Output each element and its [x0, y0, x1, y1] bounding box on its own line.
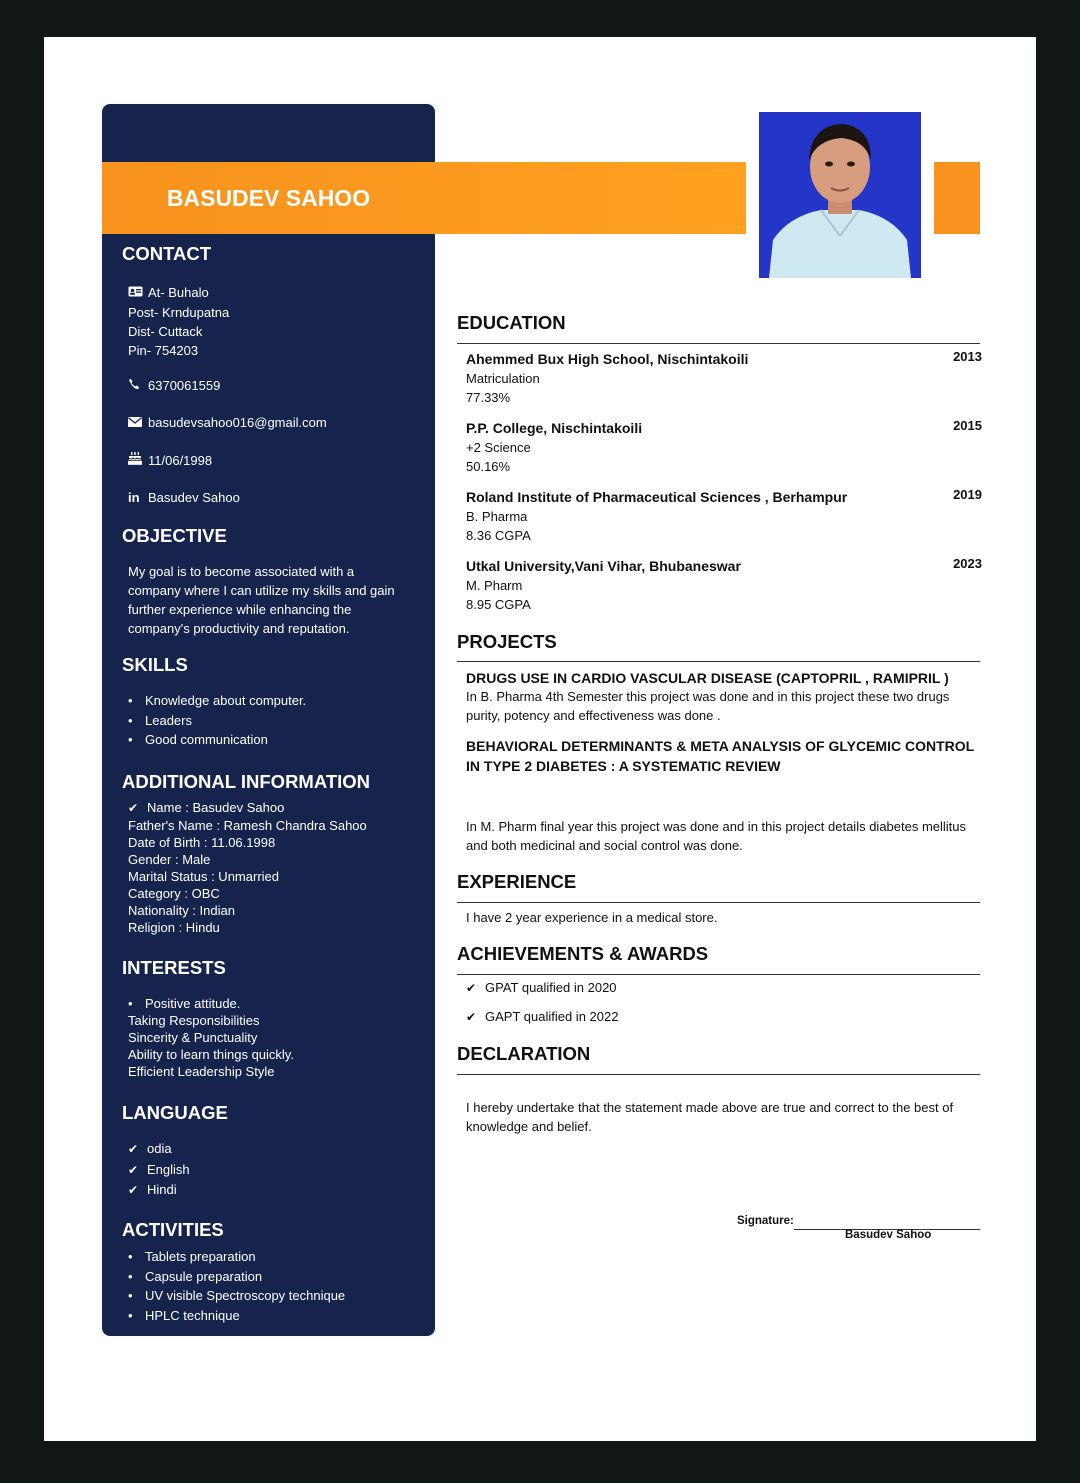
score: 8.36 CGPA: [466, 528, 531, 543]
signature-name: Basudev Sahoo: [845, 1229, 932, 1241]
objective-line: company's productivity and reputation.: [128, 621, 350, 636]
project-description: In M. Pharm final year this project was done and in this project details diabetes mellitus and both medicinal and social control was done.: [466, 819, 967, 853]
additional-info-heading: ADDITIONAL INFORMATION: [122, 771, 371, 792]
phone-number: 6370061559: [148, 378, 221, 393]
objective-heading: OBJECTIVE: [122, 525, 227, 546]
course: Matriculation: [466, 371, 540, 386]
address-line-4: Pin- 754203: [128, 343, 199, 358]
banner-accent: [934, 162, 980, 234]
linkedin-name[interactable]: Basudev Sahoo: [148, 490, 240, 505]
info-category: Category : OBC: [128, 886, 220, 901]
interests-heading: INTERESTS: [122, 957, 226, 978]
activity-item: • HPLC technique: [128, 1306, 345, 1326]
project-title: DRUGS USE IN CARDIO VASCULAR DISEASE (CAPTOPRIL , RAMIPRIL ): [466, 670, 949, 686]
interest-item: Taking Responsibilities: [128, 1013, 260, 1028]
project-title: BEHAVIORAL DETERMINANTS & META ANALYSIS OF GLYCEMIC CONTROL IN TYPE 2 DIABETES : A SYSTEMATIC REVIEW: [466, 738, 974, 774]
envelope-icon: [128, 414, 144, 433]
contact-email: [128, 413, 327, 433]
education-entry: [466, 487, 982, 545]
year: 2013: [953, 349, 982, 364]
course: M. Pharm: [466, 578, 523, 593]
objective-line: company where I can utilize my skills and gain: [128, 583, 395, 598]
education-entry: [466, 418, 982, 476]
profile-photo: [759, 112, 921, 278]
contact-dob: [128, 451, 212, 471]
skill-item: • Leaders: [128, 711, 306, 731]
language-label: odia: [147, 1141, 172, 1156]
course: +2 Science: [466, 440, 531, 455]
linkedin-icon: in: [128, 490, 140, 505]
check-icon: ✔: [128, 1162, 139, 1177]
language-item: [128, 1180, 190, 1201]
projects-heading: PROJECTS: [457, 631, 557, 652]
year: 2023: [953, 556, 982, 571]
info-religion: Religion : Hindu: [128, 920, 220, 935]
achievement-item: [466, 1009, 618, 1038]
project-description: In B. Pharma 4th Semester this project was done and in this project these two drugs purity, potency and effectiveness was done .: [466, 689, 950, 723]
check-icon: ✔: [128, 1142, 139, 1156]
education-entry: [466, 556, 982, 614]
signature-label: Signature:: [737, 1215, 794, 1227]
email-address[interactable]: basudevsahoo016@gmail.com: [148, 415, 327, 430]
education-divider: [457, 343, 980, 344]
language-item: [128, 1139, 190, 1160]
achievements-heading: ACHIEVEMENTS & AWARDS: [457, 943, 709, 964]
check-icon: ✔: [128, 1183, 139, 1197]
language-item: [128, 1160, 190, 1181]
info-gender: Gender : Male: [128, 852, 211, 867]
interests-list: • Positive attitude. Taking Responsibilities Sincerity & Punctuality Ability to learn things quickly. Efficient Leadership Style: [128, 996, 294, 1079]
interest-item: Positive attitude.: [145, 996, 241, 1011]
phone-icon: [128, 377, 144, 396]
check-icon: ✔: [466, 1010, 477, 1024]
info-nationality: Nationality : Indian: [128, 903, 235, 918]
institution: Ahemmed Bux High School, Nischintakoili: [466, 351, 749, 367]
achievement-label: GAPT qualified in 2022: [485, 1009, 619, 1024]
declaration-text: I hereby undertake that the statement made above are true and correct to the best of knowledge and belief.: [466, 1100, 954, 1134]
check-icon: ✔: [466, 981, 477, 995]
score: 50.16%: [466, 459, 511, 474]
activity-item: • Tablets preparation: [128, 1247, 345, 1267]
language-label: English: [147, 1161, 190, 1177]
info-name: Name : Basudev Sahoo: [147, 800, 285, 815]
skill-item: • Good communication: [128, 730, 306, 750]
interest-item: Ability to learn things quickly.: [128, 1047, 294, 1062]
contact-linkedin: [128, 488, 240, 507]
address-line-3: Dist- Cuttack: [128, 324, 203, 339]
objective-line: My goal is to become associated with a: [128, 564, 355, 579]
course: B. Pharma: [466, 509, 528, 524]
contact-address: [128, 283, 229, 360]
experience-heading: EXPERIENCE: [457, 871, 577, 892]
interest-item: Efficient Leadership Style: [128, 1064, 275, 1079]
projects-divider: [457, 661, 980, 662]
skills-list: [128, 691, 306, 750]
experience-text: I have 2 year experience in a medical store.: [466, 910, 718, 925]
education-entry: [466, 349, 982, 407]
activity-item: • Capsule preparation: [128, 1267, 345, 1287]
achievement-item: [466, 980, 618, 1009]
declaration-divider: [457, 1074, 980, 1075]
achievement-label: GPAT qualified in 2020: [485, 980, 617, 995]
language-label: Hindi: [147, 1182, 177, 1197]
id-card-icon: [128, 284, 144, 303]
address-line-2: Post- Krndupatna: [128, 305, 230, 320]
candidate-name: BASUDEV SAHOO: [166, 185, 371, 211]
year: 2015: [953, 418, 982, 433]
score: 77.33%: [466, 390, 511, 405]
experience-divider: [457, 902, 980, 903]
skills-heading: SKILLS: [122, 654, 188, 675]
activities-heading: ACTIVITIES: [122, 1219, 224, 1240]
score: 8.95 CGPA: [466, 597, 531, 612]
education-heading: EDUCATION: [457, 312, 566, 333]
date-of-birth: 11/06/1998: [148, 453, 213, 468]
interest-item: Sincerity & Punctuality: [128, 1030, 258, 1045]
activity-item: • UV visible Spectroscopy technique: [128, 1286, 345, 1306]
check-icon: ✔: [128, 801, 139, 815]
cake-icon: [128, 452, 144, 471]
address-line-1: At- Buhalo: [148, 285, 209, 300]
year: 2019: [953, 487, 982, 502]
institution: Utkal University,Vani Vihar, Bhubaneswar: [466, 558, 741, 574]
info-father: Father's Name : Ramesh Chandra Sahoo: [128, 818, 367, 833]
institution: P.P. College, Nischintakoili: [466, 420, 643, 436]
contact-phone: [128, 376, 220, 396]
language-list: [128, 1139, 190, 1201]
additional-info: [128, 799, 367, 936]
language-heading: LANGUAGE: [122, 1102, 228, 1123]
info-marital: Marital Status : Unmarried: [128, 869, 279, 884]
achievements-list: [466, 980, 618, 1038]
objective-text: [128, 562, 395, 638]
institution: Roland Institute of Pharmaceutical Sciences , Berhampur: [466, 489, 848, 505]
info-dob: Date of Birth : 11.06.1998: [128, 835, 276, 850]
declaration-heading: DECLARATION: [457, 1043, 591, 1064]
achievements-divider: [457, 974, 980, 975]
contact-heading: CONTACT: [122, 243, 212, 264]
activities-list: [128, 1247, 345, 1325]
objective-line: further experience while enhancing the: [128, 602, 352, 617]
skill-item: • Knowledge about computer.: [128, 691, 306, 711]
